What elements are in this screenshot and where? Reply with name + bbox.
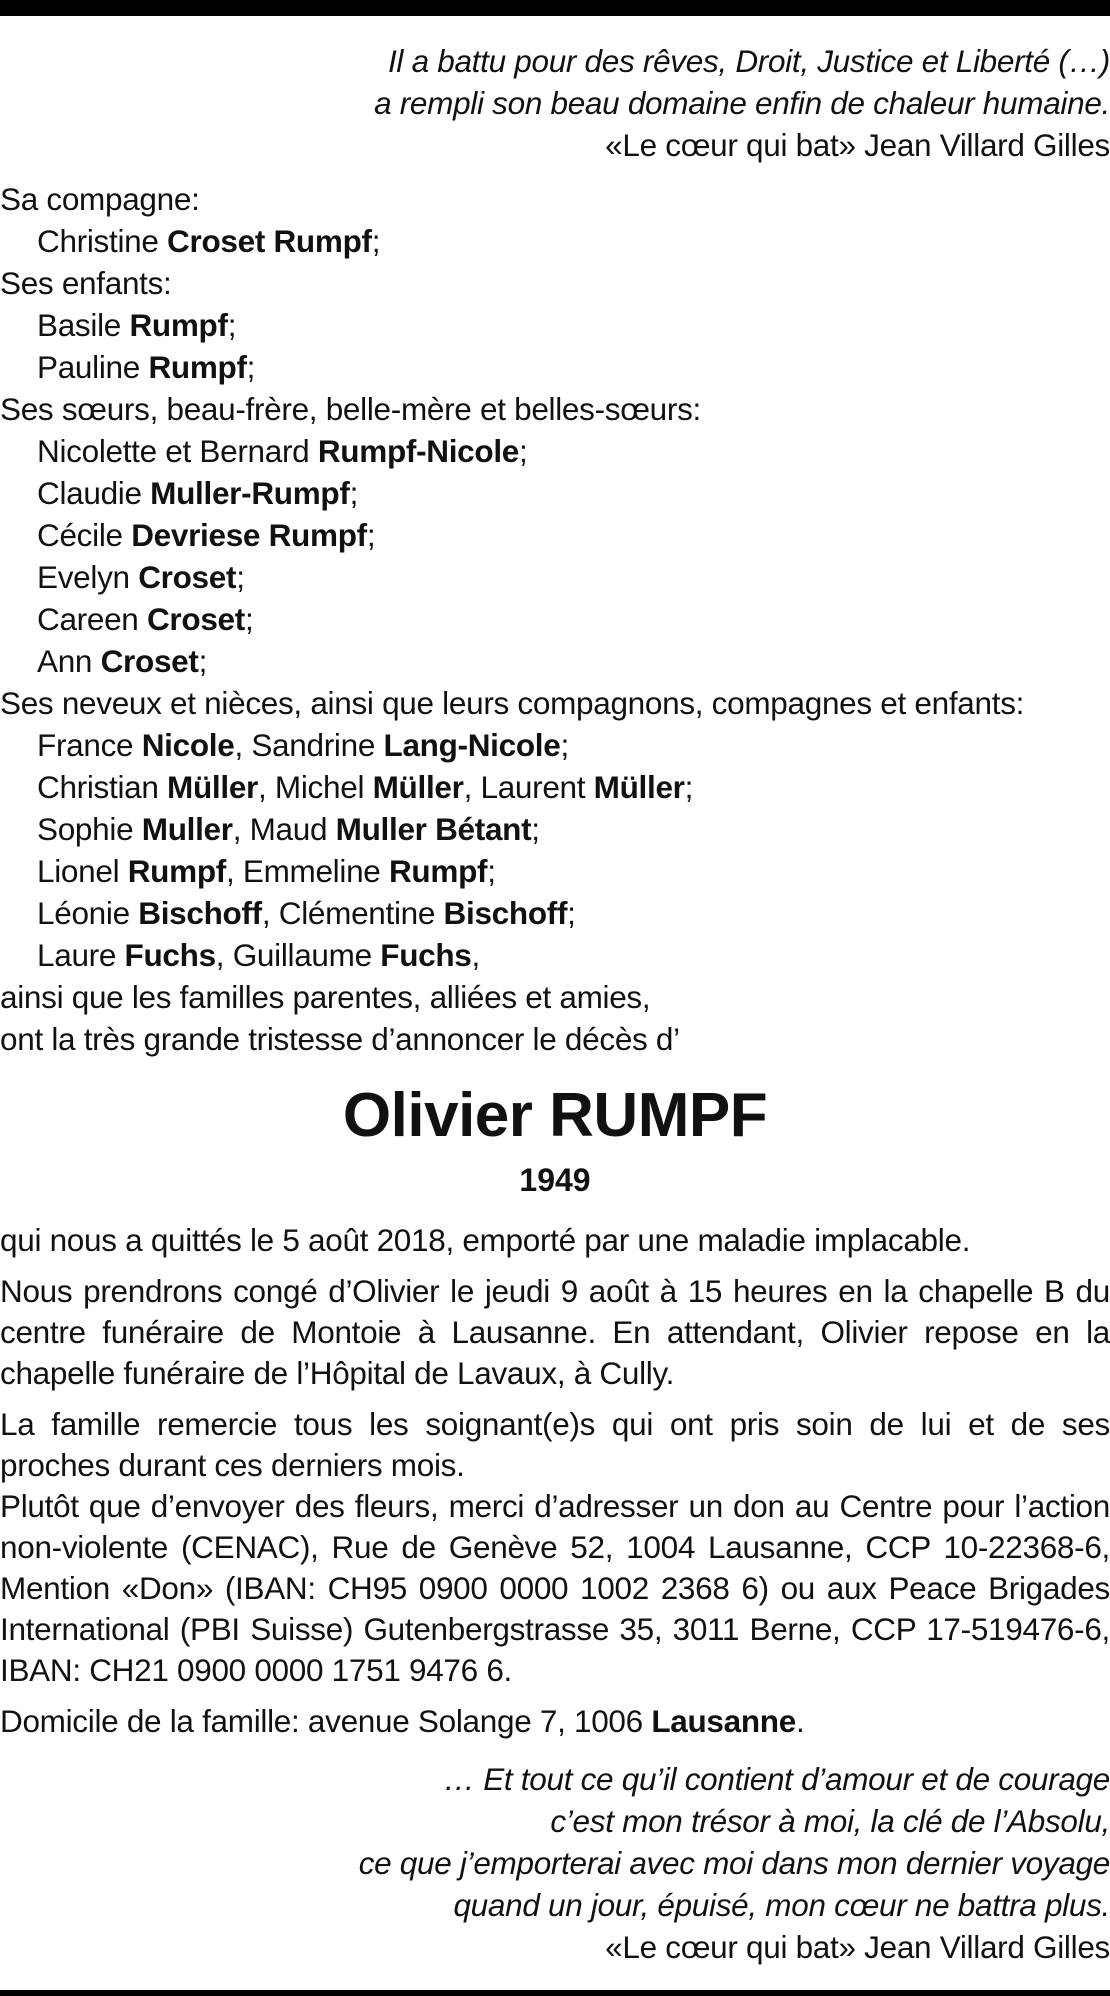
family-member: Christine Croset Rumpf;	[37, 223, 381, 259]
family-member: Pauline Rumpf;	[37, 349, 256, 385]
epigraph-bottom	[0, 1758, 1110, 1968]
donations-paragraph: Plutôt que d’envoyer des fleurs, merci d’adresser un don au Centre pour l’action non-violente (CENAC), Rue de Genève 52, 1004 Lausanne, CCP 10-22368-6, Mention «Don» (IBAN: CH95 0900 0000 1002 2368 6) ou aux Peace Brigades International (PBI Suisse) Gutenbergstrasse 35, 3011 Berne, CCP 17-519476-6, IBAN: CH21 0900 0000 1751 9476 6.	[0, 1488, 1110, 1688]
epigraph-line: c’est mon trésor à moi, la clé de l’Absolu,	[550, 1803, 1110, 1839]
family-member: Sophie Muller, Maud Muller Bétant;	[37, 811, 540, 847]
notice-body	[0, 1220, 1110, 1742]
epigraph-top	[0, 40, 1110, 166]
deceased-block	[0, 1074, 1110, 1202]
family-member: Léonie Bischoff, Clémentine Bischoff;	[37, 895, 576, 931]
family-member: Ann Croset;	[37, 643, 208, 679]
family-member: Basile Rumpf;	[37, 307, 237, 343]
epigraph-line: a rempli son beau domaine enfin de chaleur humaine.	[374, 85, 1110, 121]
epigraph-attribution: «Le cœur qui bat» Jean Villard Gilles	[605, 127, 1110, 163]
death-paragraph: qui nous a quittés le 5 août 2018, emporté par une maladie implacable.	[0, 1222, 971, 1258]
deceased-name: Olivier RUMPF	[342, 1081, 768, 1150]
family-member: Christian Müller, Michel Müller, Laurent Müller;	[37, 769, 694, 805]
family-member: Nicolette et Bernard Rumpf-Nicole;	[37, 433, 528, 469]
family-member: Evelyn Croset;	[37, 559, 245, 595]
family-member: France Nicole, Sandrine Lang-Nicole;	[37, 727, 569, 763]
epigraph-line: quand un jour, épuisé, mon cœur ne battra plus.	[453, 1887, 1110, 1923]
birth-year: 1949	[519, 1162, 591, 1198]
family-member: Claudie Muller-Rumpf;	[37, 475, 359, 511]
nephews-heading: Ses neveux et nièces, ainsi que leurs compagnons, compagnes et enfants:	[0, 685, 1025, 721]
domicile-city: Lausanne	[651, 1703, 796, 1739]
domicile-paragraph: Domicile de la famille: avenue Solange 7, 1006 Lausanne.	[0, 1703, 805, 1739]
family-list	[0, 178, 1110, 1060]
family-member: Careen Croset;	[37, 601, 254, 637]
family-member: Lionel Rumpf, Emmeline Rumpf;	[37, 853, 496, 889]
ceremony-paragraph: Nous prendrons congé d’Olivier le jeudi 9 août à 15 heures en la chapelle B du centre funéraire de Montoie à Lausanne. En attendant, Olivier repose en la chapelle funéraire de l’Hôpital de Lavaux, à Cully.	[0, 1273, 1110, 1391]
siblings-heading: Ses sœurs, beau-frère, belle-mère et belles-sœurs:	[0, 391, 701, 427]
children-heading: Ses enfants:	[0, 265, 172, 301]
closing-line: ont la très grande tristesse d’annoncer le décès d’	[0, 1021, 680, 1057]
top-rule	[0, 0, 1110, 16]
obituary-notice	[0, 16, 1110, 1968]
companion-heading: Sa compagne:	[0, 181, 200, 217]
bottom-rule	[0, 1990, 1110, 1996]
thanks-paragraph: La famille remercie tous les soignant(e)s qui ont pris soin de lui et de ses proches durant ces derniers mois.	[0, 1406, 1110, 1483]
epigraph-attribution: «Le cœur qui bat» Jean Villard Gilles	[605, 1929, 1110, 1965]
closing-line: ainsi que les familles parentes, alliées et amies,	[0, 979, 651, 1015]
family-member: Cécile Devriese Rumpf;	[37, 517, 376, 553]
epigraph-line: ce que j’emporterai avec moi dans mon dernier voyage	[358, 1845, 1110, 1881]
family-member: Laure Fuchs, Guillaume Fuchs,	[37, 937, 480, 973]
epigraph-line: … Et tout ce qu’il contient d’amour et de courage	[443, 1761, 1110, 1797]
epigraph-line: Il a battu pour des rêves, Droit, Justice et Liberté (…)	[387, 43, 1110, 79]
